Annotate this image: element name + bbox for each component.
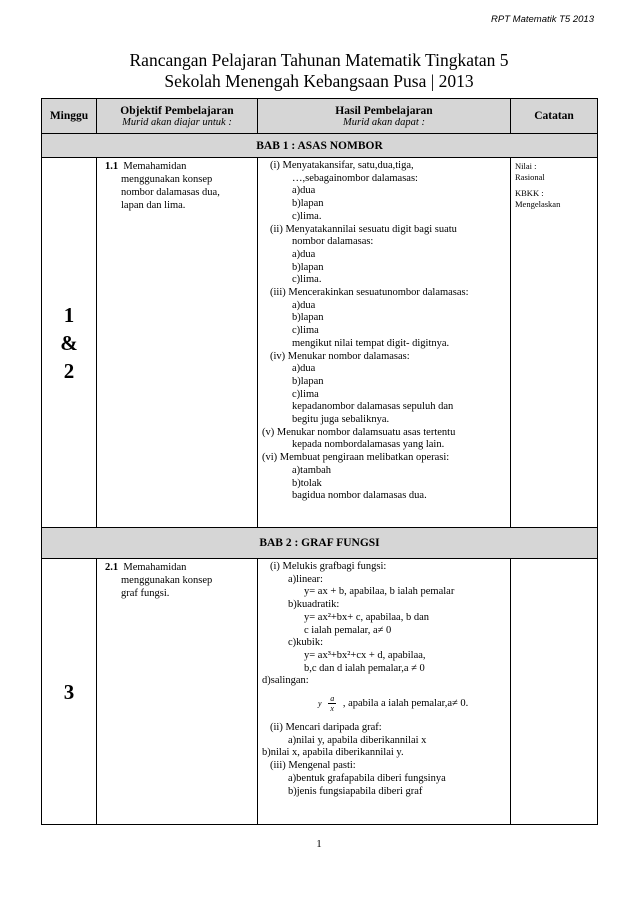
reciprocal-equation (262, 694, 506, 722)
bab2-notes (511, 559, 598, 825)
bab1-week (42, 158, 97, 528)
outcome-line: c)lima. (292, 274, 322, 286)
outcome-line: c ialah pemalar, a≠ 0 (304, 624, 392, 636)
outcome-line: b)tolak (292, 477, 322, 489)
outcome-line: (v) Menukar nombor dalamsuatu asas tertentu (262, 426, 456, 438)
bab2-week: 3 (42, 559, 97, 825)
page-number: 1 (316, 838, 322, 850)
lesson-plan-table (41, 98, 598, 825)
table-header-row (42, 99, 598, 134)
running-header: RPT Matematik T5 2013 (491, 14, 594, 25)
bab2-outcomes (258, 559, 511, 825)
reciprocal-numerator: a (330, 694, 335, 704)
outcome-line: c)lima. (292, 210, 322, 222)
header-objektif-sub: Murid akan diajar untuk : (122, 116, 232, 128)
bab2-title: BAB 2 : GRAF FUNGSI (42, 528, 598, 559)
note-line: Nilai : (515, 161, 537, 171)
bab2-objective-line: menggunakan konsep (121, 575, 213, 586)
bab1-objective-line: lapan dan lima. (121, 200, 186, 211)
header-catatan: Catatan (511, 99, 598, 134)
outcome-line: a)linear: (288, 573, 323, 585)
outcome-line: (iii) Mencerakinkan sesuatunombor dalamasas: (270, 287, 469, 299)
outcome-line: b)jenis fungsiapabila diberi graf (288, 785, 423, 797)
bab1-week-line: & (60, 330, 78, 355)
outcome-line: (iv) Menukar nombor dalamasas: (270, 350, 410, 362)
bab1-week-line: 1 (63, 302, 75, 327)
outcome-line: kepadanombor dalamasas sepuluh dan (292, 401, 454, 413)
outcome-line: kepada nombordalamasas yang lain. (292, 439, 445, 451)
outcome-line: a)bentuk grafapabila diberi fungsinya (288, 772, 446, 784)
outcome-line: a)dua (292, 248, 316, 260)
bab1-title: BAB 1 : ASAS NOMBOR (42, 134, 598, 158)
outcome-line: (iii) Mengenal pasti: (270, 760, 356, 772)
outcome-line: y= ax³+bx²+cx + d, apabilaa, (304, 649, 426, 661)
outcome-line: a)dua (292, 363, 316, 375)
bab2-objective-line: graf fungsi. (121, 588, 170, 599)
bab2-content-row (42, 559, 598, 825)
outcome-line: c)kubik: (288, 637, 323, 649)
outcome-line: c)lima (292, 325, 319, 337)
outcome-line: mengikut nilai tempat digit- digitnya. (292, 337, 450, 349)
outcome-line: (vi) Membuat pengiraan melibatkan operasi: (262, 452, 450, 464)
bab1-objective-line: nombor dalamasas dua, (121, 187, 220, 198)
outcome-line: a)dua (292, 185, 316, 197)
note-line: Rasional (515, 172, 545, 182)
outcome-line: (i) Menyatakansifar, satu,dua,tiga, (270, 160, 414, 171)
bab2-title-row (42, 528, 598, 559)
reciprocal-condition: , apabila a ialah pemalar,a≠ 0. (342, 697, 469, 709)
bab2-objective-number: 2.1 (105, 562, 119, 573)
header-minggu: Minggu (42, 99, 97, 134)
outcome-line: y= ax + b, apabilaa, b ialah pemalar (304, 586, 455, 598)
bab2-objective-line: Memahamidan (123, 562, 187, 573)
outcome-line: b)lapan (292, 198, 324, 210)
reciprocal-y: y (318, 698, 322, 708)
bab2-objective (97, 559, 258, 825)
outcome-line: y= ax²+bx+ c, apabilaa, b dan (304, 611, 429, 623)
bab1-outcomes (258, 158, 511, 528)
outcome-line: begitu juga sebaliknya. (292, 414, 390, 426)
outcome-line: d)salingan: (262, 675, 309, 687)
outcome-line: bagidua nombor dalamasas dua. (292, 490, 427, 502)
outcome-line: c)lima (292, 388, 319, 400)
outcome-line: b)kuadratik: (288, 599, 340, 611)
outcome-line: a)nilai y, apabila diberikannilai x (288, 734, 427, 746)
title-line-1: Rancangan Pelajaran Tahunan Matematik Tingkatan 5 (129, 50, 509, 70)
outcome-line: a)dua (292, 299, 316, 311)
header-objektif-label: Objektif Pembelajaran (120, 104, 234, 117)
reciprocal-denominator: x (330, 704, 334, 714)
outcome-line: b,c dan d ialah pemalar,a ≠ 0 (304, 662, 425, 674)
note-line: Mengelaskan (515, 199, 561, 209)
outcome-line: a)tambah (292, 464, 332, 476)
bab1-title-row (42, 134, 598, 158)
outcome-line: (ii) Mencari daripada graf: (270, 722, 382, 734)
header-objektif (97, 99, 258, 134)
outcome-line: b)lapan (292, 261, 324, 273)
bab1-week-line: 2 (63, 358, 75, 383)
bab1-objective-line: Memahamidan (123, 161, 187, 172)
bab1-objective (97, 158, 258, 528)
bab1-objective-number: 1.1 (105, 161, 119, 172)
note-line: KBKK : (515, 188, 544, 198)
outcome-line: …,sebagainombor dalamasas: (292, 172, 418, 184)
outcome-line: b)lapan (292, 312, 324, 324)
title-line-2: Sekolah Menengah Kebangsaan Pusa | 2013 (164, 71, 474, 91)
bab1-content-row (42, 158, 598, 528)
header-hasil (258, 99, 511, 134)
outcome-line: (ii) Menyatakannilai sesuatu digit bagi suatu (270, 223, 457, 235)
reciprocal-fraction (328, 694, 336, 713)
outcome-line: b)lapan (292, 375, 324, 387)
header-hasil-label: Hasil Pembelajaran (335, 104, 433, 117)
header-hasil-sub: Murid akan dapat : (343, 116, 425, 128)
outcome-line: nombor dalamasas: (292, 236, 374, 248)
bab1-notes (511, 158, 598, 528)
outcome-line: b)nilai x, apabila diberikannilai y. (262, 747, 404, 759)
outcome-line: (i) Melukis grafbagi fungsi: (270, 561, 387, 572)
document-title (0, 50, 638, 92)
bab1-objective-line: menggunakan konsep (121, 174, 213, 185)
